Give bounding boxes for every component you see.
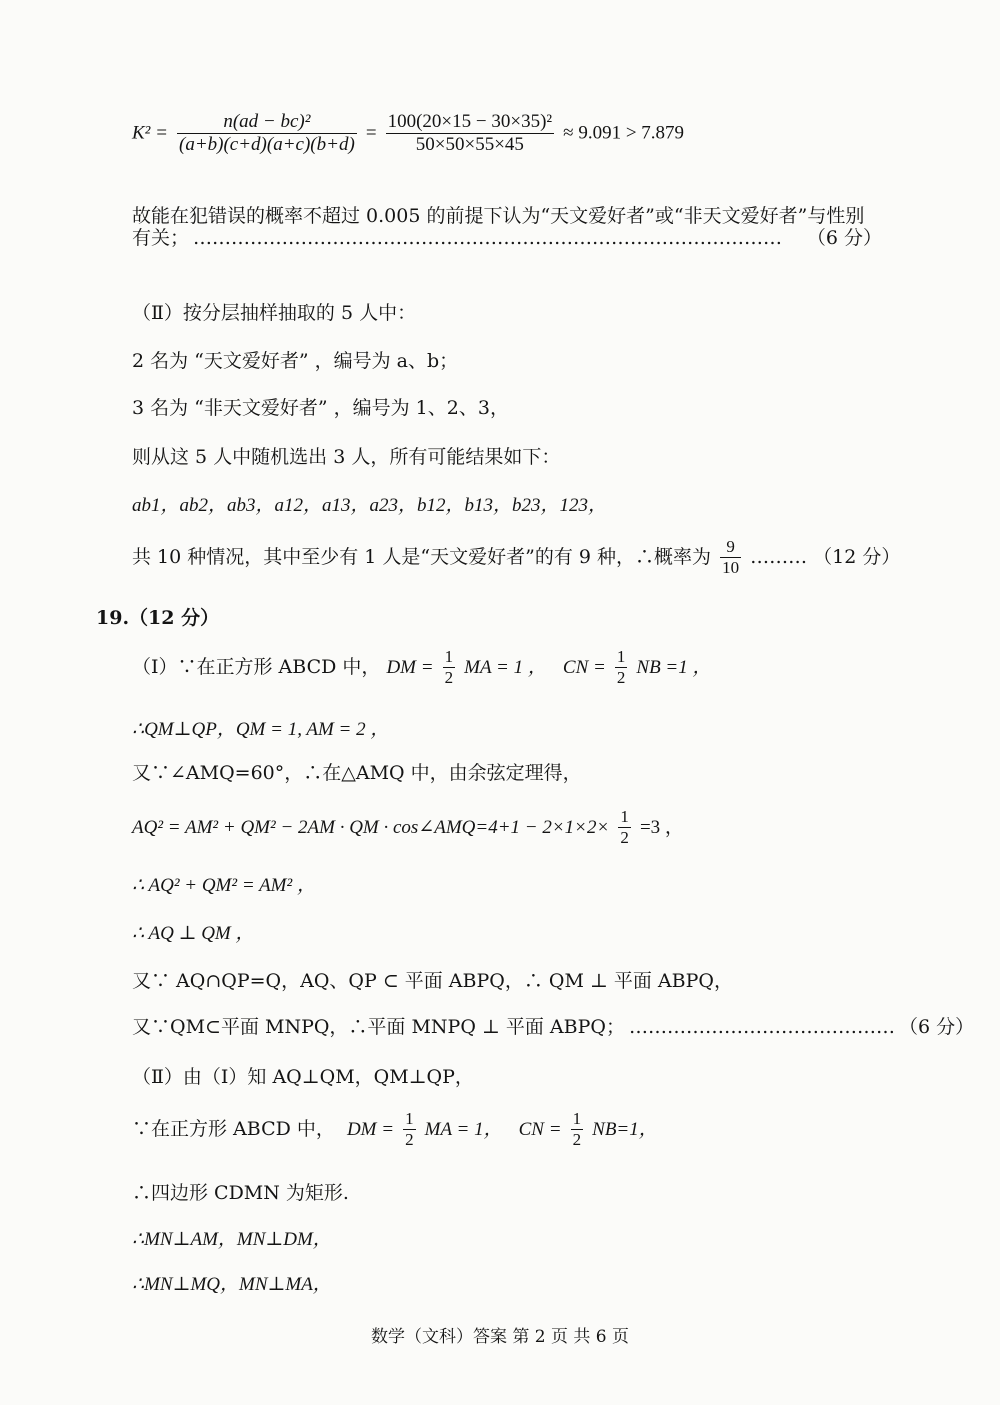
step-qm-perp-plane: 又∵ AQ∩QP=Q，AQ、QP ⊂ 平面 ABPQ，∴ QM ⊥ 平面 ABPQ， — [132, 970, 733, 992]
probability-fraction: $\frac{9}{10}$ — [722, 537, 740, 577]
part-2-square-intro: ∵在正方形 ABCD 中， DM = $\frac{1}{2}$ MA = 1， CN = $\frac{1}{2}$ NB=1， — [132, 1109, 658, 1149]
step-rectangle: ∴四边形 CDMN 为矩形. — [132, 1182, 349, 1204]
leader-dots: ………………………………………………………………………………… — [193, 227, 783, 249]
k2-formula: K² = $\frac{\text{n(ad − bc)²}}{(a+b)(c+d)(a+c)(b+d)}$ = $\frac{\text{100(20×15 − 30×35)²}}{50\times 50\times 55\times 45}$ ≈ 9.091 > 7.879 — [132, 111, 685, 155]
leader-dots: …………………………………… — [628, 1016, 895, 1038]
k2-fraction-symbolic: $\frac{\text{n(ad − bc)²}}{(a+b)(c+d)(a+c)(b+d)}$ — [179, 111, 355, 155]
leader-dots: ……… — [750, 545, 808, 568]
k2-fraction-numeric: $\frac{\text{100(20×15 − 30×35)²}}{50\times 50\times 55\times 45}$ — [387, 111, 553, 155]
para-non-astronomy-fans: 3 名为 “非天文爱好者” ，编号为 1、2、3， — [132, 397, 509, 419]
half-fraction: $\frac{1}{2}$ — [616, 647, 626, 687]
step-plane-perp-plane: 又∵QM⊂平面 MNPQ，∴平面 MNPQ ⊥ 平面 ABPQ； …………………………………… （6 分） — [132, 1016, 975, 1038]
k2-lhs: K² = — [132, 122, 168, 144]
part-1-intro: （Ⅰ）∵在正方形 ABCD 中， DM = $\frac{1}{2}$ MA = 1 ， CN = $\frac{1}{2}$ NB =1 ， — [132, 647, 712, 687]
step-mn-perp-mq-ma: ∴MN⊥MQ，MN⊥MA， — [132, 1274, 332, 1295]
para-astronomy-fans: 2 名为 “天文爱好者” ，编号为 a、b； — [132, 350, 459, 372]
step-pythagorean: ∴ AQ² + QM² = AM² ， — [132, 875, 316, 896]
step-aq-perp-qm: ∴ AQ ⊥ QM ， — [132, 923, 255, 944]
conclusion-line-1: 故能在犯错误的概率不超过 0.005 的前提下认为“天文爱好者”或“非天文爱好者”与性别 — [132, 205, 865, 227]
step-law-of-cosines: 又∵∠AMQ=60°，∴在△AMQ 中，由余弦定理得， — [132, 762, 582, 784]
part-2-from-part-1: （Ⅱ）由（Ⅰ）知 AQ⊥QM，QM⊥QP， — [132, 1066, 474, 1088]
question-19-heading: 19.（12 分） — [96, 607, 220, 629]
half-fraction: $\frac{1}{2}$ — [444, 647, 454, 687]
score-12: （12 分） — [813, 545, 901, 568]
conclusion-line-2: 有关； ………………………………………………………………………………… （6 分） — [132, 227, 882, 249]
half-fraction: $\frac{1}{2}$ — [620, 807, 629, 847]
score-6: （6 分） — [806, 227, 882, 249]
step-mn-perp-am-dm: ∴MN⊥AM，MN⊥DM， — [132, 1229, 332, 1250]
part-2-heading: （Ⅱ）按分层抽样抽取的 5 人中： — [132, 302, 417, 324]
score-6: （6 分） — [898, 1016, 975, 1038]
half-fraction: $\frac{1}{2}$ — [572, 1109, 582, 1149]
para-random-selection: 则从这 5 人中随机选出 3 人，所有可能结果如下： — [132, 446, 561, 468]
page-footer: 数学（文科）答案 第 2 页 共 6 页 — [370, 1327, 630, 1347]
probability-line: 共 10 种情况，其中至少有 1 人是“天文爱好者”的有 9 种，∴概率为 $\frac{9}{10}$ ……… （12 分） — [132, 537, 901, 577]
k2-result: ≈ 9.091 > 7.879 — [563, 122, 685, 144]
step-aq-squared: AQ² = AM² + QM² − 2AM · QM · cos∠AMQ=4+1 − 2×1×2× $\frac{1}{2}$ =3 ， — [132, 807, 684, 847]
outcome-list: ab1，ab2，ab3，a12，a13，a23，b12，b13，b23，123， — [132, 495, 608, 516]
half-fraction: $\frac{1}{2}$ — [405, 1109, 414, 1149]
step-qm-perp-qp: ∴QM⊥QP，QM = 1, AM = 2 ， — [132, 719, 390, 740]
